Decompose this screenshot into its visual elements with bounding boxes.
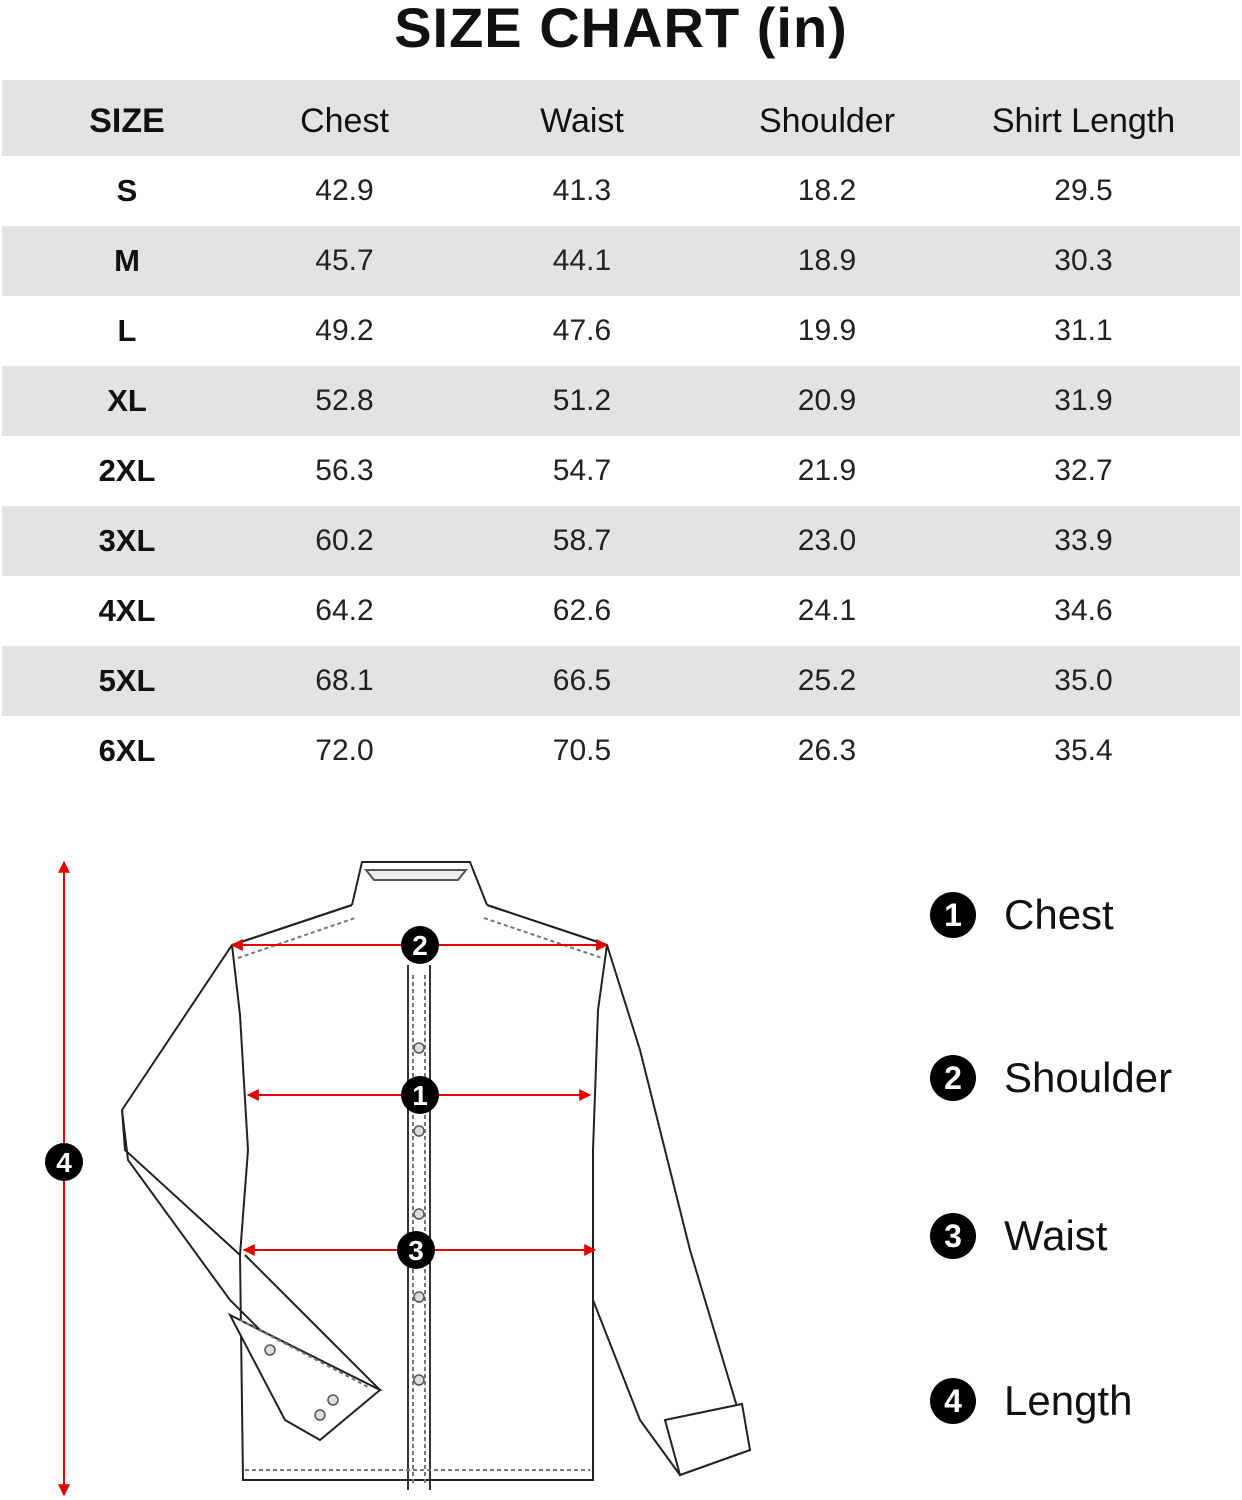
table-row (2, 646, 1240, 716)
legend-number: 1 (930, 892, 976, 938)
marker-length (45, 1143, 83, 1181)
cuff-button-icon (265, 1345, 275, 1355)
table-row (2, 366, 1240, 436)
legend-label: Waist (1004, 1212, 1108, 1259)
legend-item-waist (930, 1211, 1107, 1261)
measurement-cell: 30.3 (927, 226, 1240, 296)
measurement-cell: 41.3 (552, 174, 612, 207)
header-shirt-length: Shirt Length (927, 80, 1240, 156)
table-header-row (2, 80, 1240, 156)
measurement-cell: 44.1 (437, 226, 727, 296)
cuff-button-icon (328, 1395, 338, 1405)
table-row (2, 296, 1240, 366)
table-row (2, 716, 1240, 786)
measurement-cell: 66.5 (437, 646, 727, 716)
legend-item-shoulder (930, 1053, 1172, 1103)
measurement-cell: 70.5 (552, 734, 612, 767)
table-body (2, 156, 1240, 786)
button-icon (414, 1043, 424, 1053)
size-cell: 5XL (2, 646, 252, 716)
size-cell: XL (2, 366, 252, 436)
size-cell: 6XL (98, 733, 156, 768)
measurement-cell: 54.7 (552, 454, 612, 487)
button-icon (414, 1209, 424, 1219)
measurement-cell: 18.2 (797, 174, 857, 207)
measurement-cell: 32.7 (1054, 454, 1113, 487)
legend-item-chest (930, 890, 1114, 940)
table-row (2, 436, 1240, 506)
size-cell: 3XL (2, 506, 252, 576)
svg-text:3: 3 (408, 1235, 424, 1266)
measurement-cell: 58.7 (437, 506, 727, 576)
measurement-cell: 72.0 (315, 734, 374, 767)
shirt-icon (122, 862, 750, 1490)
table-row (2, 576, 1240, 646)
measurement-cell: 34.6 (1054, 594, 1113, 627)
measurement-cell: 33.9 (927, 506, 1240, 576)
measurement-cell: 31.1 (1054, 314, 1113, 347)
measurement-cell: 26.3 (797, 734, 857, 767)
measurement-cell: 31.9 (927, 366, 1240, 436)
measurement-cell: 49.2 (315, 314, 374, 347)
button-icon (414, 1292, 424, 1302)
size-table (2, 80, 1240, 786)
button-icon (414, 1126, 424, 1136)
measurement-cell: 42.9 (315, 174, 374, 207)
marker-waist (397, 1231, 435, 1269)
measurement-cell: 62.6 (552, 594, 612, 627)
marker-shoulder (401, 926, 439, 964)
legend-number: 2 (930, 1055, 976, 1101)
measurement-cell: 60.2 (252, 506, 437, 576)
legend-number: 4 (930, 1378, 976, 1424)
size-cell: 4XL (98, 593, 156, 628)
measurement-cell: 18.9 (727, 226, 927, 296)
page-title: SIZE CHART (in) (394, 0, 848, 59)
legend-label: Shoulder (1004, 1054, 1173, 1101)
measurement-cell: 24.1 (797, 594, 857, 627)
measurement-cell: 64.2 (315, 594, 374, 627)
size-cell: L (117, 313, 137, 348)
measurement-cell: 20.9 (727, 366, 927, 436)
table-row (2, 226, 1240, 296)
measurement-cell: 25.2 (727, 646, 927, 716)
measurement-cell: 47.6 (552, 314, 612, 347)
measurement-cell: 68.1 (252, 646, 437, 716)
table-row (2, 156, 1240, 226)
measurement-cell: 23.0 (727, 506, 927, 576)
size-cell: 2XL (98, 453, 156, 488)
size-cell: S (116, 173, 138, 208)
legend-number: 3 (930, 1213, 976, 1259)
svg-text:4: 4 (56, 1147, 72, 1178)
measurement-cell: 19.9 (797, 314, 857, 347)
table-row (2, 506, 1240, 576)
header-shoulder: Shoulder (727, 80, 927, 156)
measurement-cell: 35.0 (927, 646, 1240, 716)
header-chest: Chest (252, 80, 437, 156)
measurement-cell: 52.8 (252, 366, 437, 436)
measurement-cell: 35.4 (1054, 734, 1113, 767)
legend-item-length (930, 1376, 1132, 1426)
shirt-diagram (0, 840, 800, 1500)
measurement-cell: 21.9 (797, 454, 857, 487)
measurement-cell: 29.5 (1054, 174, 1113, 207)
marker-chest (401, 1076, 439, 1114)
measurement-cell: 51.2 (437, 366, 727, 436)
legend-label: Length (1004, 1377, 1133, 1424)
cuff-button-icon (315, 1410, 325, 1420)
measurement-cell: 45.7 (252, 226, 437, 296)
button-icon (414, 1375, 424, 1385)
header-size: SIZE (2, 80, 252, 156)
header-waist: Waist (437, 80, 727, 156)
svg-text:2: 2 (412, 930, 428, 961)
legend-label: Chest (1004, 891, 1114, 938)
measurement-cell: 56.3 (315, 454, 374, 487)
svg-text:1: 1 (412, 1080, 428, 1111)
size-cell: M (2, 226, 252, 296)
